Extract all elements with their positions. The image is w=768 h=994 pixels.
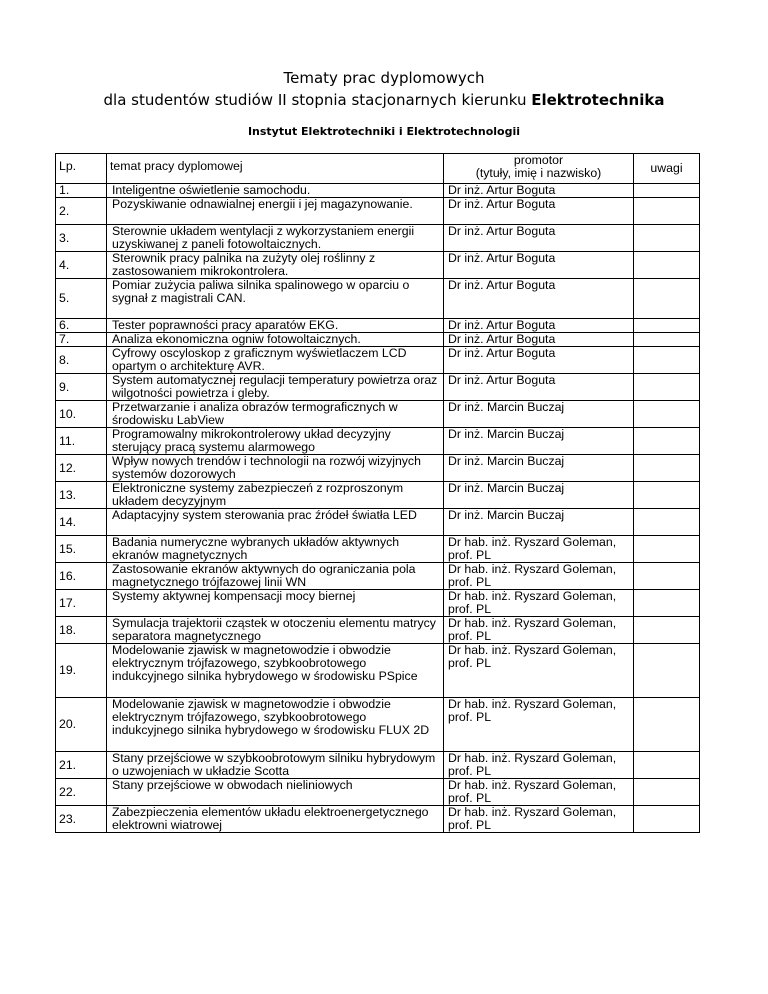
subtitle-text: dla studentów studiów II stopnia stacjonarnych kierunku	[103, 91, 532, 109]
table-row	[56, 779, 700, 806]
table-row	[56, 184, 700, 198]
table-row	[56, 374, 700, 401]
row-notes	[634, 455, 700, 482]
row-lp: 23.	[56, 806, 107, 833]
row-lp: 1.	[56, 184, 107, 198]
header-lp: Lp.	[56, 154, 107, 184]
row-lp: 2.	[56, 198, 107, 225]
table-row	[56, 509, 700, 536]
row-lp: 9.	[56, 374, 107, 401]
table-row	[56, 698, 700, 752]
row-topic: Sterownie układem wentylacji z wykorzystaniem energii uzyskiwanej z paneli fotowoltaicznych.	[107, 225, 444, 252]
row-supervisor: Dr hab. inż. Ryszard Goleman, prof. PL	[444, 779, 634, 806]
table-row	[56, 347, 700, 374]
table-row	[56, 806, 700, 833]
row-topic: Inteligentne oświetlenie samochodu.	[107, 184, 444, 198]
row-topic: Pomiar zużycia paliwa silnika spalinowego w oparciu o sygnał z magistrali CAN.	[107, 279, 444, 319]
row-lp: 18.	[56, 617, 107, 644]
row-supervisor: Dr inż. Artur Boguta	[444, 184, 634, 198]
row-supervisor: Dr hab. inż. Ryszard Goleman, prof. PL	[444, 698, 634, 752]
table-row	[56, 455, 700, 482]
row-supervisor: Dr hab. inż. Ryszard Goleman, prof. PL	[444, 590, 634, 617]
row-topic: Badania numeryczne wybranych układów aktywnych ekranów magnetycznych	[107, 536, 444, 563]
row-topic: Adaptacyjny system sterowania prac źródeł światła LED	[107, 509, 444, 536]
row-lp: 7.	[56, 333, 107, 347]
row-topic: Analiza ekonomiczna ogniw fotowoltaicznych.	[107, 333, 444, 347]
table-row	[56, 279, 700, 319]
table-row	[56, 428, 700, 455]
table-row	[56, 198, 700, 225]
row-lp: 20.	[56, 698, 107, 752]
row-supervisor: Dr hab. inż. Ryszard Goleman, prof. PL	[444, 536, 634, 563]
row-topic: Zabezpieczenia elementów układu elektroenergetycznego elektrowni wiatrowej	[107, 806, 444, 833]
row-topic: Cyfrowy oscyloskop z graficznym wyświetlaczem LCD opartym o architekturę AVR.	[107, 347, 444, 374]
header-supervisor-line2: (tytuły, imię i nazwisko)	[475, 166, 602, 180]
row-topic: Symulacja trajektorii cząstek w otoczeniu elementu matrycy separatora magnetycznego	[107, 617, 444, 644]
row-notes	[634, 279, 700, 319]
table-row	[56, 252, 700, 279]
institute-name: Instytut Elektrotechniki i Elektrotechnologii	[247, 125, 521, 138]
row-notes	[634, 401, 700, 428]
row-supervisor: Dr inż. Artur Boguta	[444, 374, 634, 401]
table-row	[56, 644, 700, 698]
row-topic: Stany przejściowe w obwodach nieliniowych	[107, 779, 444, 806]
row-notes	[634, 509, 700, 536]
row-notes	[634, 225, 700, 252]
row-topic: Modelowanie zjawisk w magnetowodzie i obwodzie elektrycznym trójfazowego, szybkoobrotowego indukcyjnego silnika hybrydowego w środowisku PSpice	[107, 644, 444, 698]
header-supervisor-line1: promotor	[513, 153, 564, 167]
row-supervisor: Dr inż. Artur Boguta	[444, 319, 634, 333]
row-supervisor: Dr inż. Marcin Buczaj	[444, 509, 634, 536]
row-lp: 12.	[56, 455, 107, 482]
row-notes	[634, 698, 700, 752]
document-subtitle	[0, 89, 768, 111]
row-supervisor: Dr inż. Artur Boguta	[444, 198, 634, 225]
row-lp: 17.	[56, 590, 107, 617]
row-lp: 13.	[56, 482, 107, 509]
table-row	[56, 319, 700, 333]
row-lp: 14.	[56, 509, 107, 536]
row-supervisor: Dr inż. Marcin Buczaj	[444, 455, 634, 482]
row-lp: 6.	[56, 319, 107, 333]
row-topic: Przetwarzanie i analiza obrazów termograficznych w środowisku LabView	[107, 401, 444, 428]
row-notes	[634, 536, 700, 563]
document-title: Tematy prac dyplomowych	[283, 69, 485, 87]
table-row	[56, 482, 700, 509]
row-notes	[634, 374, 700, 401]
row-supervisor: Dr hab. inż. Ryszard Goleman, prof. PL	[444, 617, 634, 644]
row-topic: Wpływ nowych trendów i technologii na rozwój wizyjnych systemów dozorowych	[107, 455, 444, 482]
row-supervisor: Dr inż. Artur Boguta	[444, 333, 634, 347]
row-topic: Pozyskiwanie odnawialnej energii i jej magazynowanie.	[107, 198, 444, 225]
row-topic: Modelowanie zjawisk w magnetowodzie i obwodzie elektrycznym trójfazowego, szybkoobrotowego indukcyjnego silnika hybrydowego w środowisku FLUX 2D	[107, 698, 444, 752]
row-topic: Systemy aktywnej kompensacji mocy biernej	[107, 590, 444, 617]
row-lp: 10.	[56, 401, 107, 428]
row-lp: 4.	[56, 252, 107, 279]
row-notes	[634, 482, 700, 509]
row-supervisor: Dr hab. inż. Ryszard Goleman, prof. PL	[444, 752, 634, 779]
header-topic: temat pracy dyplomowej	[107, 154, 444, 184]
row-notes	[634, 752, 700, 779]
row-supervisor: Dr inż. Artur Boguta	[444, 347, 634, 374]
row-notes	[634, 184, 700, 198]
row-lp: 3.	[56, 225, 107, 252]
topics-table	[55, 153, 700, 833]
table-header-row	[56, 154, 700, 184]
row-supervisor: Dr hab. inż. Ryszard Goleman, prof. PL	[444, 806, 634, 833]
row-notes	[634, 198, 700, 225]
row-notes	[634, 590, 700, 617]
header-supervisor	[444, 154, 634, 184]
row-lp: 22.	[56, 779, 107, 806]
row-notes	[634, 779, 700, 806]
row-notes	[634, 428, 700, 455]
row-topic: System automatycznej regulacji temperatury powietrza oraz wilgotności powietrza i gleby.	[107, 374, 444, 401]
table-row	[56, 752, 700, 779]
row-notes	[634, 319, 700, 333]
row-notes	[634, 644, 700, 698]
table-row	[56, 401, 700, 428]
row-lp: 19.	[56, 644, 107, 698]
row-notes	[634, 252, 700, 279]
row-supervisor: Dr inż. Artur Boguta	[444, 279, 634, 319]
row-supervisor: Dr hab. inż. Ryszard Goleman, prof. PL	[444, 644, 634, 698]
row-supervisor: Dr hab. inż. Ryszard Goleman, prof. PL	[444, 563, 634, 590]
header-notes: uwagi	[634, 154, 700, 184]
table-row	[56, 225, 700, 252]
row-topic: Elektroniczne systemy zabezpieczeń z rozproszonym układem decyzyjnym	[107, 482, 444, 509]
subtitle-field-name: Elektrotechnika	[531, 91, 665, 109]
row-topic: Tester poprawności pracy aparatów EKG.	[107, 319, 444, 333]
row-topic: Zastosowanie ekranów aktywnych do ograniczania pola magnetycznego trójfazowej linii WN	[107, 563, 444, 590]
row-topic: Programowalny mikrokontrolerowy układ decyzyjny sterujący pracą systemu alarmowego	[107, 428, 444, 455]
row-notes	[634, 806, 700, 833]
row-lp: 11.	[56, 428, 107, 455]
row-lp: 8.	[56, 347, 107, 374]
row-supervisor: Dr inż. Artur Boguta	[444, 225, 634, 252]
row-notes	[634, 563, 700, 590]
row-supervisor: Dr inż. Marcin Buczaj	[444, 401, 634, 428]
table-row	[56, 617, 700, 644]
row-notes	[634, 617, 700, 644]
row-lp: 5.	[56, 279, 107, 319]
row-notes	[634, 333, 700, 347]
row-supervisor: Dr inż. Artur Boguta	[444, 252, 634, 279]
row-supervisor: Dr inż. Marcin Buczaj	[444, 482, 634, 509]
table-row	[56, 590, 700, 617]
table-row	[56, 563, 700, 590]
row-topic: Sterownik pracy palnika na zużyty olej roślinny z zastosowaniem mikrokontrolera.	[107, 252, 444, 279]
row-lp: 15.	[56, 536, 107, 563]
row-notes	[634, 347, 700, 374]
table-row	[56, 333, 700, 347]
row-lp: 21.	[56, 752, 107, 779]
row-lp: 16.	[56, 563, 107, 590]
table-row	[56, 536, 700, 563]
row-supervisor: Dr inż. Marcin Buczaj	[444, 428, 634, 455]
row-topic: Stany przejściowe w szybkoobrotowym silniku hybrydowym o uzwojeniach w układzie Scotta	[107, 752, 444, 779]
